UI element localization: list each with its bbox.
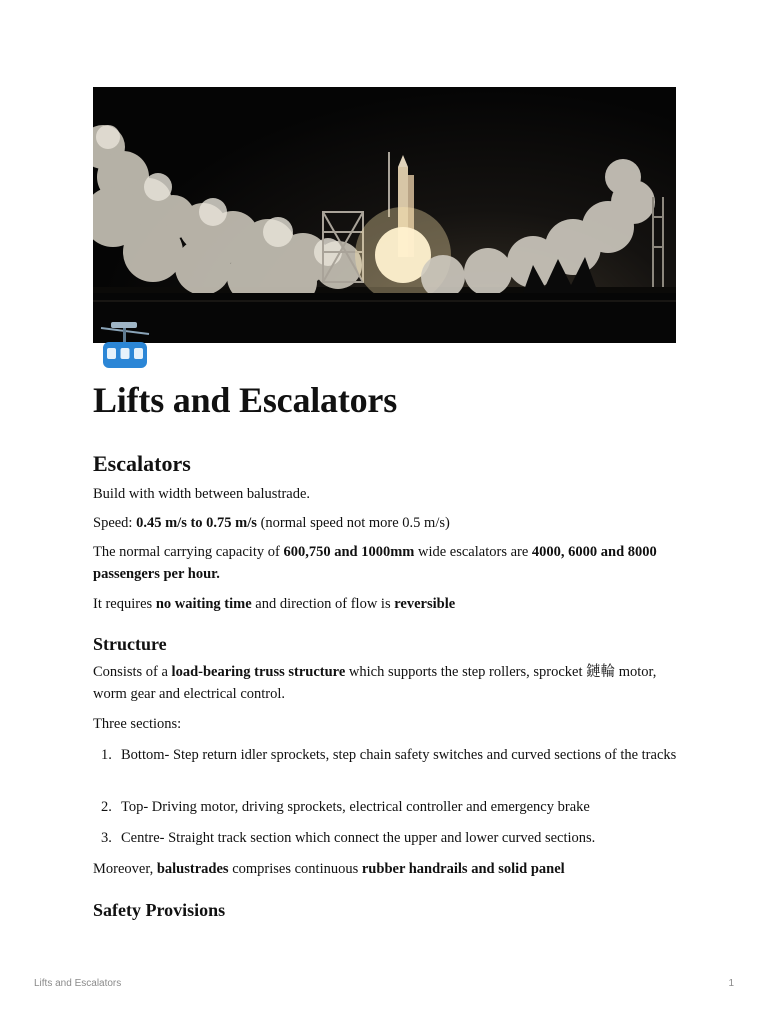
heading-escalators: Escalators	[93, 451, 191, 476]
footer-title: Lifts and Escalators	[34, 978, 122, 989]
paragraph-capacity: The normal carrying capacity of 600,750 and 1000mm wide escalators are 4000, 6000 and 8000 passengers per hour.	[93, 544, 657, 582]
heading-safety-provisions: Safety Provisions	[93, 900, 226, 920]
paragraph-speed: Speed: 0.45 m/s to 0.75 m/s (normal speed not more 0.5 m/s)	[93, 515, 450, 531]
list-item: 2. Top- Driving motor, driving sprockets, electrical controller and emergency brake	[101, 799, 590, 815]
paragraph-balustrades: Moreover, balustrades comprises continuous rubber handrails and solid panel	[93, 861, 565, 877]
paragraph-flow: It requires no waiting time and direction of flow is reversible	[93, 596, 456, 612]
cover-image	[93, 87, 676, 343]
aerial-tramway-icon	[99, 318, 151, 370]
paragraph-truss: Consists of a load-bearing truss structure which supports the step rollers, sprocket 鏈輪 motor, worm gear and electrical control.	[93, 664, 657, 702]
heading-structure: Structure	[93, 634, 167, 654]
list-item: 3. Centre- Straight track section which connect the upper and lower curved sections.	[101, 830, 596, 846]
paragraph-three-sections: Three sections:	[93, 716, 182, 732]
list-item: 1. Bottom- Step return idler sprockets, step chain safety switches and curved sections of the tracks	[101, 747, 677, 763]
page-number: 1	[728, 978, 734, 989]
paragraph-width: Build with width between balustrade.	[93, 486, 311, 502]
page-title: Lifts and Escalators	[93, 380, 398, 420]
